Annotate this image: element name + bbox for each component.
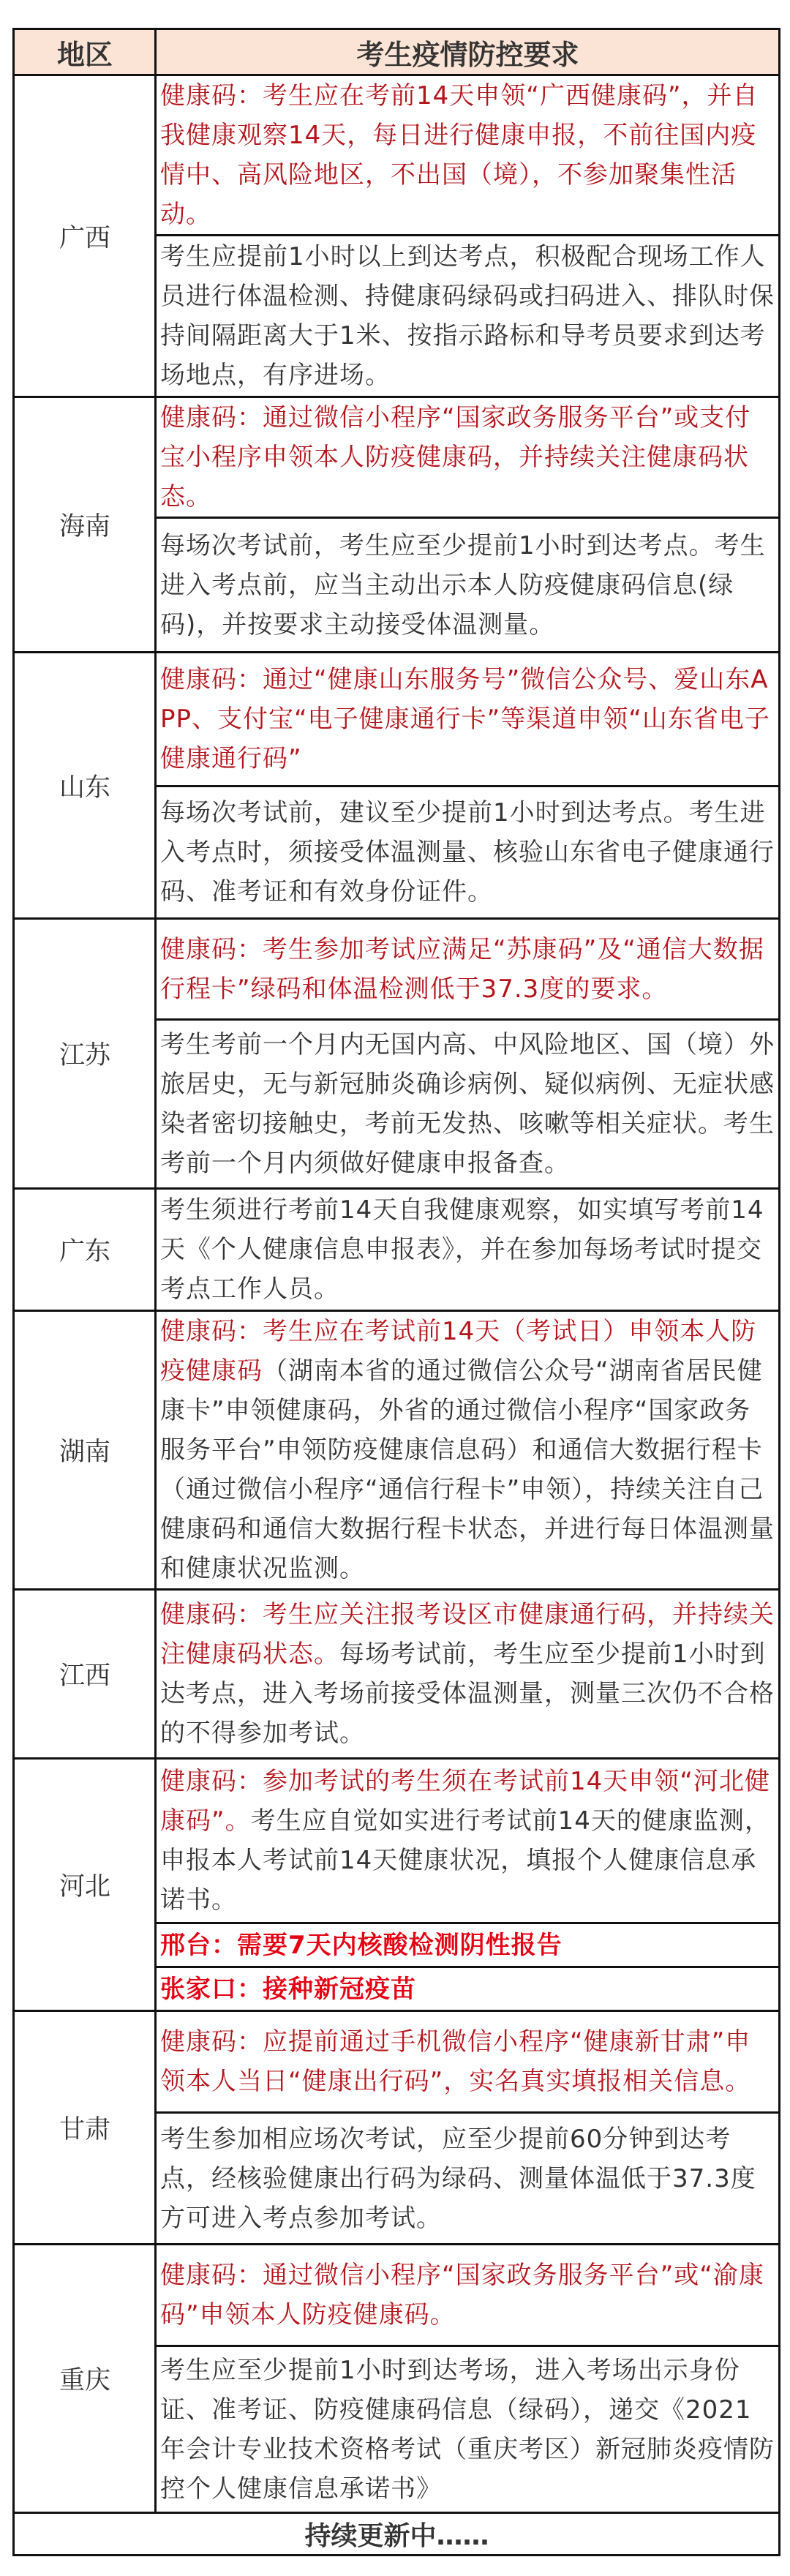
continuously-updating-note: 持续更新中…… bbox=[14, 2513, 780, 2556]
region-name: 河北 bbox=[14, 1759, 156, 2011]
requirement-cell bbox=[156, 2346, 780, 2513]
table-row bbox=[14, 919, 780, 1020]
requirement-cell bbox=[156, 919, 780, 1020]
requirement-cell bbox=[156, 1967, 780, 2011]
requirement-text: 考生应至少提前1小时到达考场，进入考场出示身份证、准考证、防疫健康码信息（绿码），递交《2021年会计专业技术资格考试（重庆考区）新冠肺炎疫情防控个人健康信息承诺书》 bbox=[160, 2355, 775, 2504]
requirement-text: 考生参加相应场次考试，应至少提前60分钟到达考点，经核验健康出行码为绿码、测量体温低于37.3度方可进入考点参加考试。 bbox=[160, 2124, 756, 2233]
requirement-text: 每场次考试前，建议至少提前1小时到达考点。考生进入考点时，须接受体温测量、核验山东省电子健康通行码、准考证和有效身份证件。 bbox=[160, 798, 775, 906]
table-row bbox=[14, 75, 780, 236]
requirement-text: 考生考前一个月内无国内高、中风险地区、国（境）外旅居史，无与新冠肺炎确诊病例、疑似病例、无症状感染者密切接触史，考前无发热、咳嗽等相关症状。考生考前一个月内须做好健康申报备查。 bbox=[160, 1030, 775, 1178]
highlighted-requirement-text: 健康码：通过“健康山东服务号”微信公众号、爱山东APP、支付宝“电子健康通行卡”等渠道申领“山东省电子健康通行码” bbox=[160, 665, 770, 773]
requirement-cell bbox=[156, 1311, 780, 1590]
requirement-cell bbox=[156, 2245, 780, 2346]
epidemic-requirements-table bbox=[12, 28, 780, 2556]
table-row bbox=[14, 653, 780, 786]
requirement-cell bbox=[156, 1590, 780, 1759]
region-name: 重庆 bbox=[14, 2245, 156, 2513]
region-name: 广西 bbox=[14, 75, 156, 397]
region-name: 广东 bbox=[14, 1189, 156, 1311]
requirement-cell bbox=[156, 236, 780, 397]
requirement-text: 考生须进行考前14天自我健康观察，如实填写考前14天《个人健康信息申报表》，并在参加每场考试时提交考点工作人员。 bbox=[160, 1195, 764, 1304]
highlighted-requirement-text: 健康码：考生应在考前14天申领“广西健康码”，并自我健康观察14天，每日进行健康申报，不前往国内疫情中、高风险地区，不出国（境），不参加聚集性活动。 bbox=[160, 81, 759, 229]
requirement-cell bbox=[156, 653, 780, 786]
table-row bbox=[14, 1311, 780, 1590]
requirement-text: （湖南本省的通过微信公众号“湖南省居民健康卡”申领健康码，外省的通过微信小程序“国家政务服务平台”申领防疫健康信息码）和通信大数据行程卡（通过微信小程序“通信行程卡”申领），持续关注自己健康码和通信大数据行程卡状态，并进行每日体温测量和健康状况监测。 bbox=[160, 1356, 775, 1583]
requirement-text: 考生应提前1小时以上到达考点，积极配合现场工作人员进行体温检测、持健康码绿码或扫码进入、排队时保持间隔距离大于1米、按指示路标和导考员要求到达考场地点，有序进场。 bbox=[160, 242, 775, 390]
highlighted-requirement-text: 健康码：考生应在考试前14天（考试日）申领本人防疫健康码 bbox=[160, 1317, 757, 1386]
requirement-text: 考生应自觉如实进行考试前14天的健康监测，申报本人考试前14天健康状况，填报个人健康信息承诺书。 bbox=[160, 1806, 770, 1915]
requirement-cell bbox=[156, 397, 780, 518]
table-row bbox=[14, 2011, 780, 2113]
highlighted-requirement-text: 健康码：考生参加考试应满足“苏康码”及“通信大数据行程卡”绿码和体温检测低于37.3度的要求。 bbox=[160, 934, 764, 1004]
highlighted-requirement-text: 健康码：通过微信小程序“国家政务服务平台”或支付宝小程序申领本人防疫健康码，并持续关注健康码状态。 bbox=[160, 403, 751, 511]
footer-row bbox=[14, 2513, 780, 2556]
region-name: 江西 bbox=[14, 1590, 156, 1759]
requirement-text: 每场次考试前，考生应至少提前1小时到达考点。考生进入考点前，应当主动出示本人防疫健康码信息(绿码)，并按要求主动接受体温测量。 bbox=[160, 530, 766, 639]
requirement-cell bbox=[156, 1759, 780, 1923]
table-row bbox=[14, 2245, 780, 2346]
highlighted-requirement-text: 邢台：需要7天内核酸检测阴性报告 bbox=[160, 1930, 563, 1960]
table-row bbox=[14, 397, 780, 518]
highlighted-requirement-text: 健康码：应提前通过手机微信小程序“健康新甘肃”申领本人当日“健康出行码”，实名真实填报相关信息。 bbox=[160, 2027, 751, 2096]
table-row bbox=[14, 1590, 780, 1759]
region-name: 海南 bbox=[14, 397, 156, 653]
table-row bbox=[14, 1189, 780, 1311]
highlighted-requirement-text: 健康码：参加考试的考生须在考试前14天申领“河北健康码”。 bbox=[160, 1767, 770, 1836]
requirement-text: 每场考试前，考生应至少提前1小时到达考点，进入考场前接受体温测量，测量三次仍不合格的不得参加考试。 bbox=[160, 1640, 775, 1748]
region-name: 江苏 bbox=[14, 919, 156, 1189]
requirement-cell bbox=[156, 786, 780, 919]
highlighted-requirement-text: 健康码：通过微信小程序“国家政务服务平台”或“渝康码”申领本人防疫健康码。 bbox=[160, 2261, 764, 2329]
requirement-cell bbox=[156, 75, 780, 236]
region-name: 山东 bbox=[14, 653, 156, 919]
region-name: 甘肃 bbox=[14, 2011, 156, 2245]
header-requirements: 考生疫情防控要求 bbox=[156, 29, 780, 75]
requirement-cell bbox=[156, 1020, 780, 1189]
highlighted-requirement-text: 健康码：考生应关注报考设区市健康通行码，并持续关注健康码状态。 bbox=[160, 1600, 775, 1669]
requirement-cell bbox=[156, 2113, 780, 2245]
region-name: 湖南 bbox=[14, 1311, 156, 1590]
requirement-cell bbox=[156, 2011, 780, 2113]
table-row bbox=[14, 1759, 780, 1923]
requirement-cell bbox=[156, 1189, 780, 1311]
requirement-cell bbox=[156, 518, 780, 653]
requirement-cell bbox=[156, 1923, 780, 1967]
highlighted-requirement-text: 张家口：接种新冠疫苗 bbox=[160, 1974, 416, 2004]
header-region: 地区 bbox=[14, 29, 156, 75]
table-header-row bbox=[14, 29, 780, 75]
